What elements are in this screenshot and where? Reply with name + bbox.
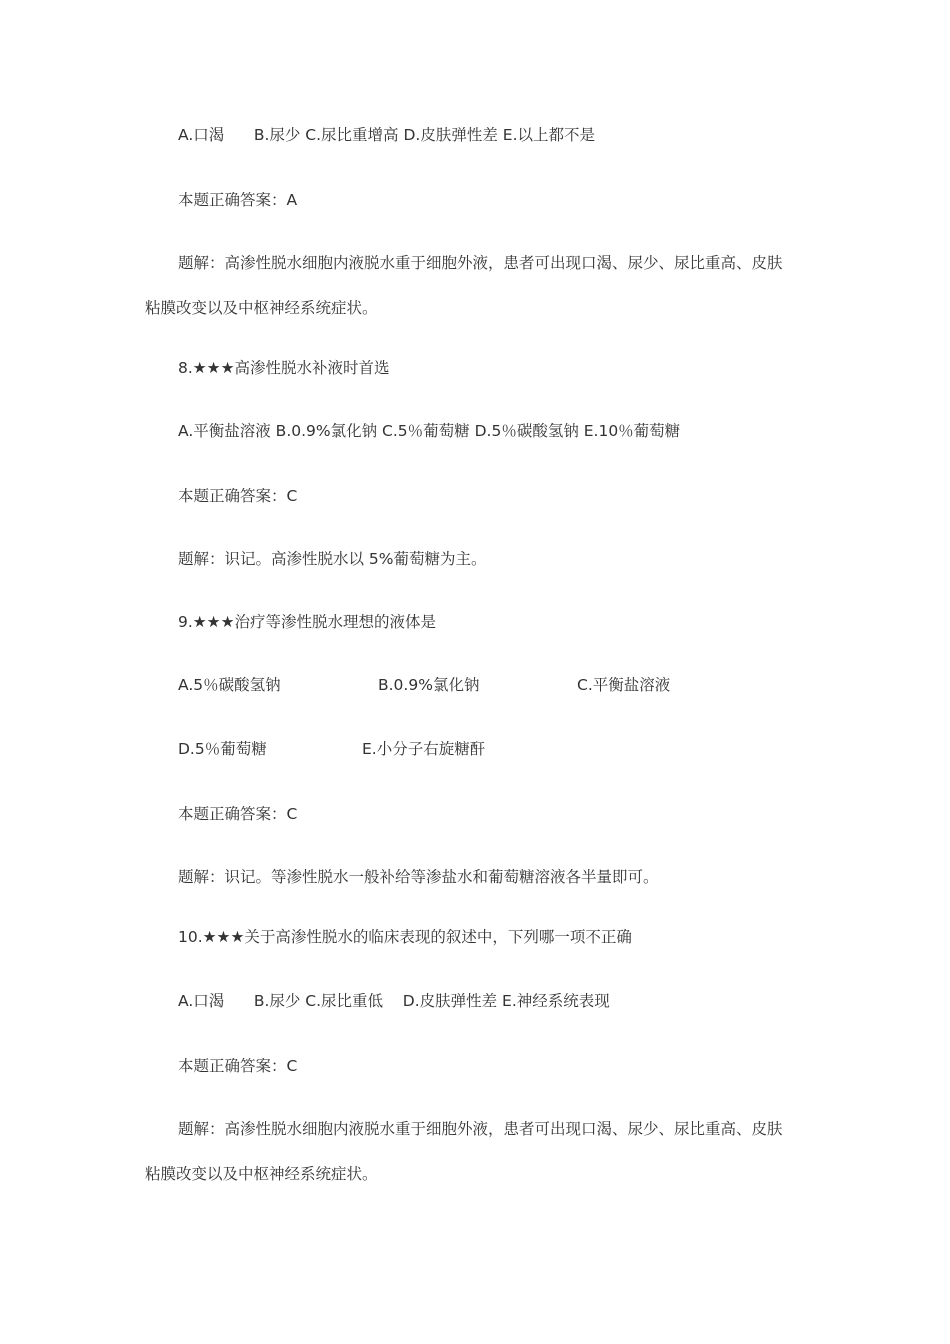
q9-option-a: A.5％碳酸氢钠: [178, 676, 281, 694]
q10-title: 10.★★★关于高渗性脱水的临床表现的叙述中，下列哪一项不正确: [178, 928, 632, 946]
q10-explanation-line1: 题解：高渗性脱水细胞内液脱水重于细胞外液，患者可出现口渴、尿少、尿比重高、皮肤: [178, 1120, 783, 1138]
q7-explanation-line1: 题解：高渗性脱水细胞内液脱水重于细胞外液，患者可出现口渴、尿少、尿比重高、皮肤: [178, 254, 783, 272]
q7-explanation-line2: 粘膜改变以及中枢神经系统症状。: [145, 299, 378, 317]
q10-answer: 本题正确答案：C: [178, 1057, 298, 1075]
q8-options: A.平衡盐溶液 B.0.9%氯化钠 C.5％葡萄糖 D.5％碳酸氢钠 E.10％葡萄糖: [178, 422, 681, 440]
q9-explanation: 题解：识记。等渗性脱水一般补给等渗盐水和葡萄糖溶液各半量即可。: [178, 868, 659, 886]
q7-options: A.口渴 B.尿少 C.尿比重增高 D.皮肤弹性差 E.以上都不是: [178, 126, 595, 144]
q9-option-c: C.平衡盐溶液: [577, 676, 671, 694]
q9-option-b: B.0.9%氯化钠: [378, 676, 480, 694]
q10-options: A.口渴 B.尿少 C.尿比重低 D.皮肤弹性差 E.神经系统表现: [178, 992, 610, 1010]
q7-answer: 本题正确答案：A: [178, 191, 298, 209]
q9-answer: 本题正确答案：C: [178, 805, 298, 823]
q9-option-e: E.小分子右旋糖酐: [362, 740, 486, 758]
q9-option-d: D.5％葡萄糖: [178, 740, 267, 758]
q8-title: 8.★★★高渗性脱水补液时首选: [178, 359, 390, 377]
q8-explanation: 题解：识记。高渗性脱水以 5%葡萄糖为主。: [178, 550, 487, 568]
q8-answer: 本题正确答案：C: [178, 487, 298, 505]
q10-explanation-line2: 粘膜改变以及中枢神经系统症状。: [145, 1165, 378, 1183]
q9-title: 9.★★★治疗等渗性脱水理想的液体是: [178, 613, 436, 631]
